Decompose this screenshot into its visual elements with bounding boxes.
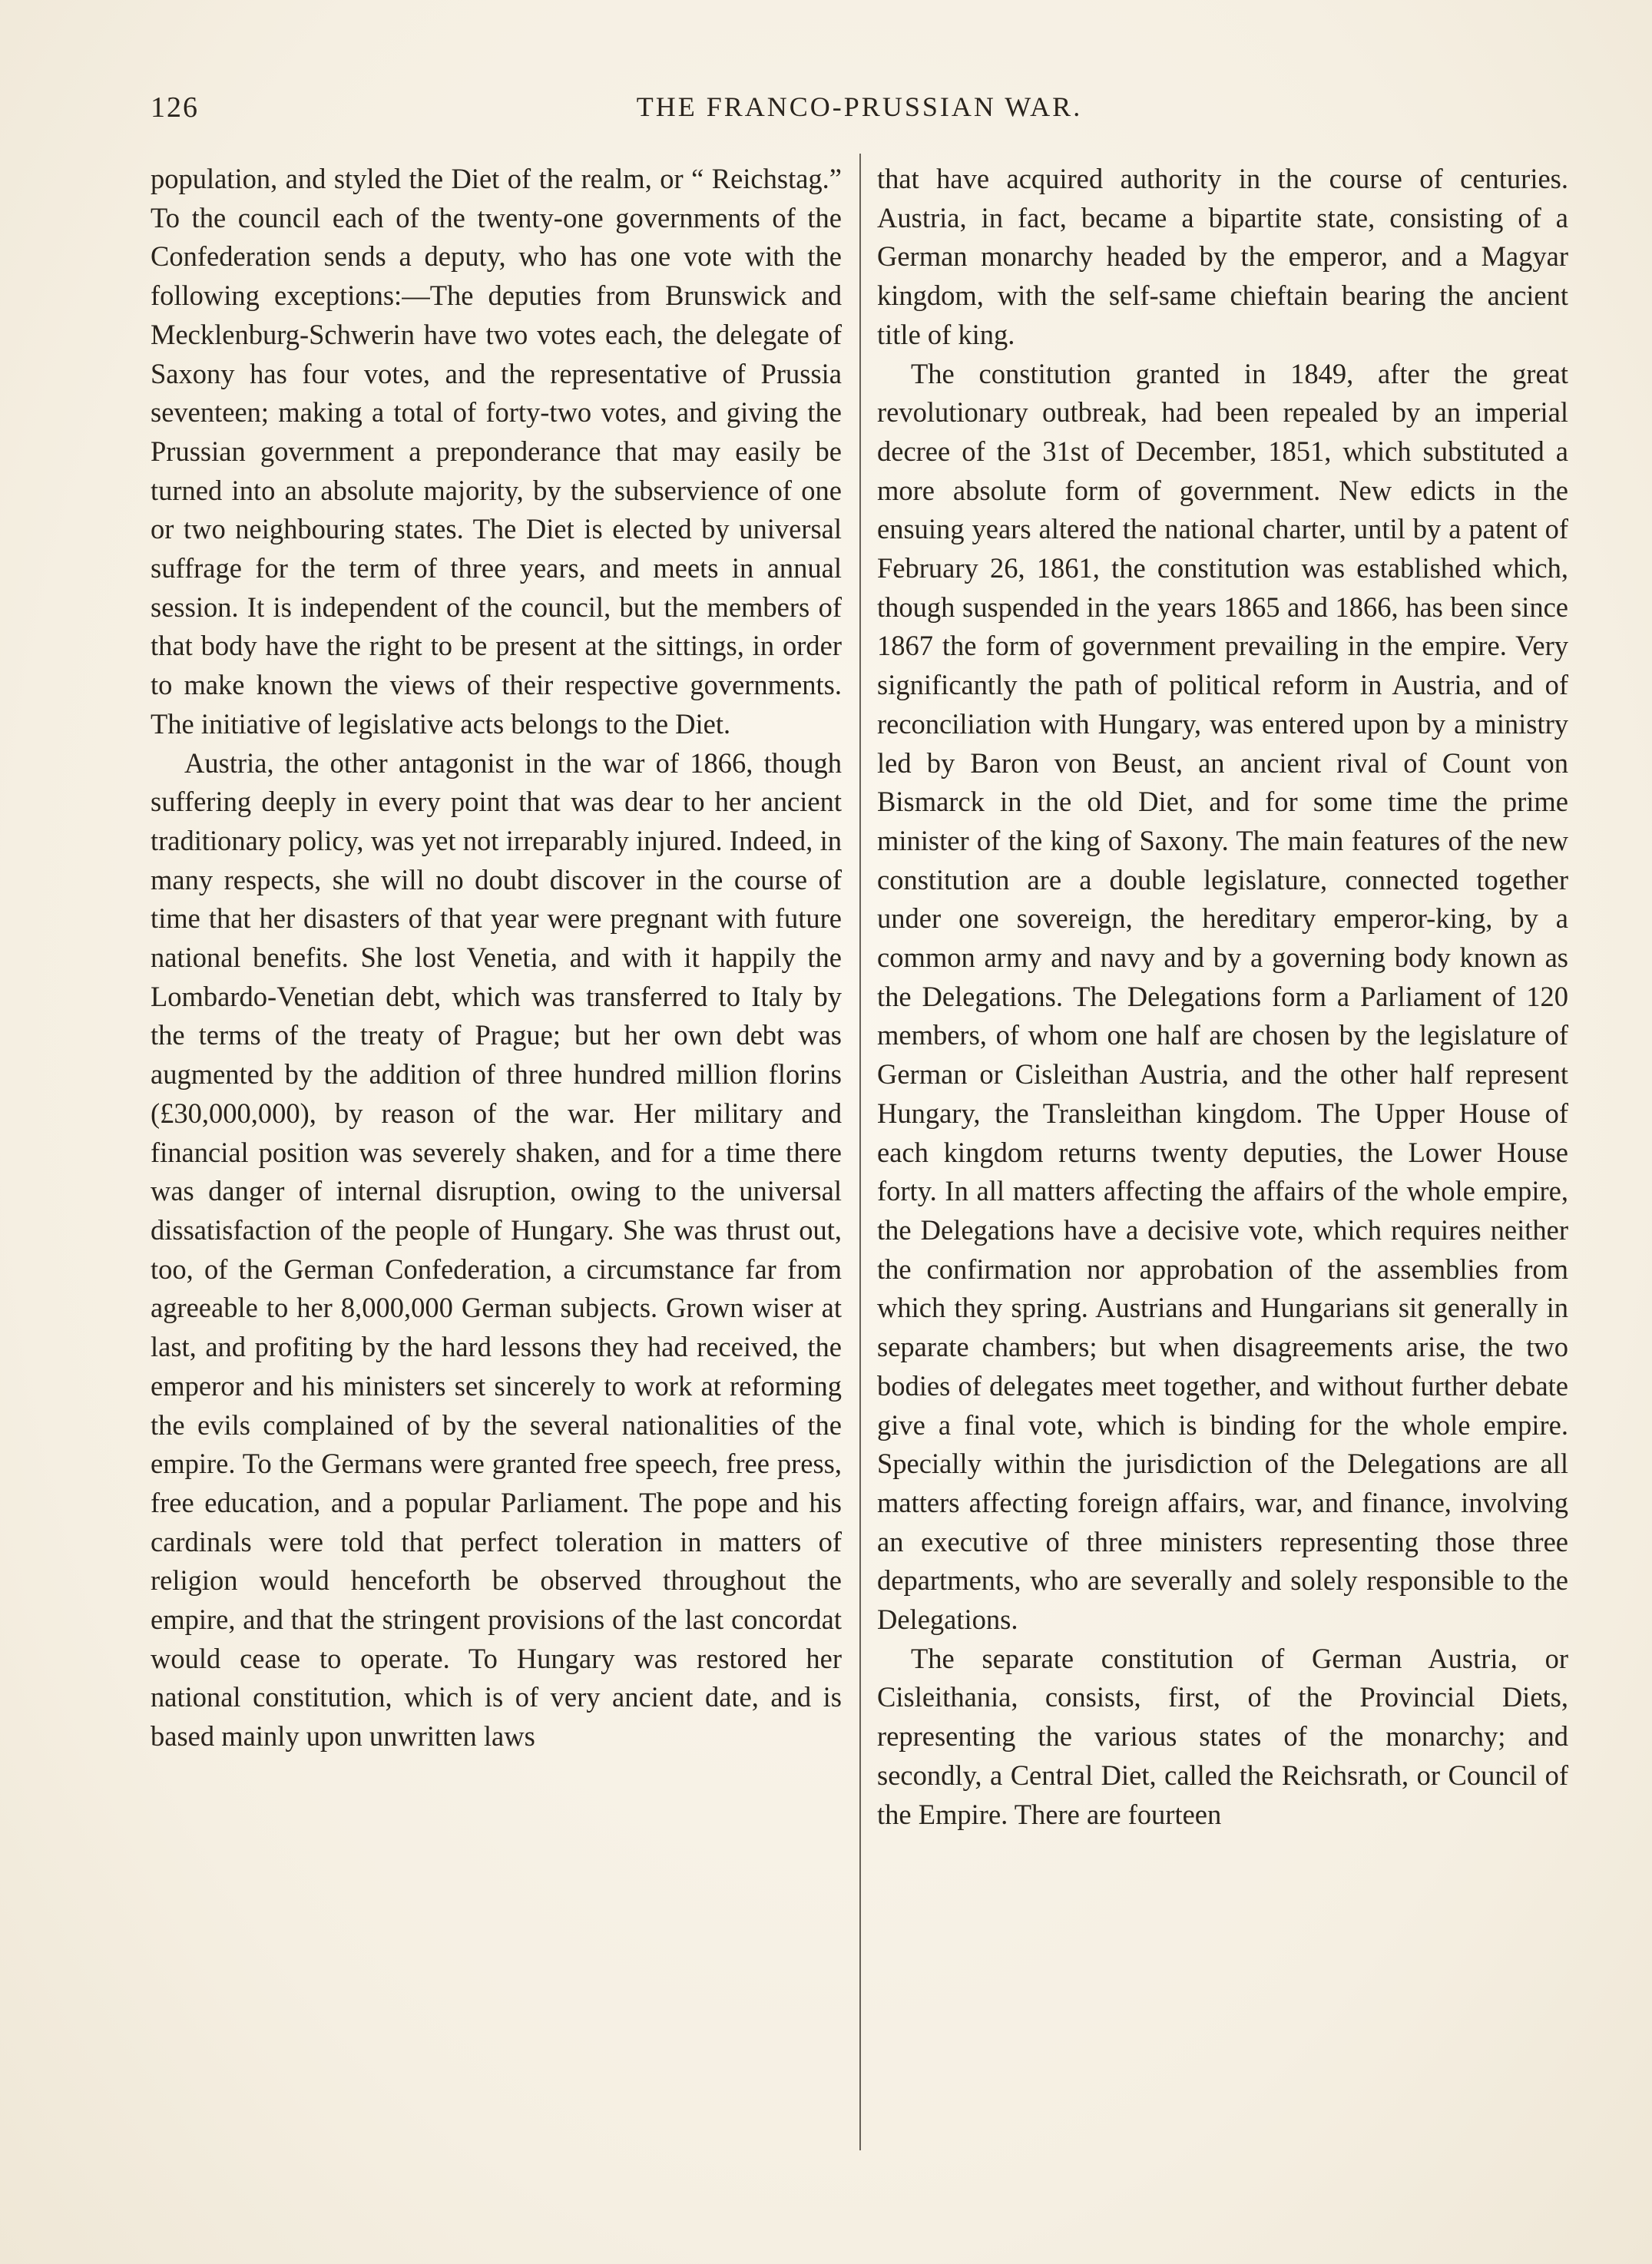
paragraph: that have acquired authority in the course of centuries. Austria, in fact, became a bipartite state, consisting of a German monarchy headed by the emperor, and a Magyar kingdom, with the self-same chieftain bearing the ancient title of king. [877, 163, 1568, 350]
paragraph: The constitution granted in 1849, after the great revolutionary outbreak, had been repealed by an imperial decree of the 31st of December, 1851, which substituted a more absolute form of government. New edicts in the ensuing years altered the national charter, until by a patent of February 26, 1861, the constitution was established which, though suspended in the years 1865 and 1866, has been since 1867 the form of government prevailing in the empire. Very significantly the path of political reform in Austria, and of reconciliation with Hungary, was entered upon by a ministry led by Baron von Beust, an ancient rival of Count von Bismarck in the old Diet, and for some time the prime minister of the king of Saxony. The main features of the new constitution are a double legislature, connected together under one sovereign, the hereditary emperor-king, by a common army and navy and by a governing body known as the Delegations. The Delegations form a Parliament of 120 members, of whom one half are chosen by the legislature of German or Cisleithan Austria, and the other half represent Hungary, the Transleithan kingdom. The Upper House of each kingdom returns twenty deputies, the Lower House forty. In all matters affecting the affairs of the whole empire, the Delegations have a decisive vote, which requires neither the confirmation nor approbation of the assemblies from which they spring. Austrians and Hungarians sit generally in separate chambers; but when disagreements arise, the two bodies of delegates meet together, and without further debate give a final vote, which is binding for the whole empire. Specially within the jurisdiction of the Delegations are all matters affecting foreign affairs, war, and finance, involving an executive of three ministers representing those three departments, who are severally and solely responsible to the Delegations. [877, 357, 1568, 1636]
paragraph: population, and styled the Diet of the realm, or “ Reichstag.” To the council each of the twenty-one governments of the Confederation sends a deputy, who has one vote with the following exceptions:—The deputies from Brunswick and Mecklenburg-Schwerin have two votes each, the delegate of Saxony has four votes, and the representative of Prussia seventeen; making a total of forty-two votes, and giving the Prussian government a preponderance that may easily be turned into an absolute majority, by the subservience of one or two neighbouring states. The Diet is elected by universal suffrage for the term of three years, and meets in annual session. It is independent of the council, but the members of that body have the right to be present at the sittings, in order to make known the views of their respective governments. The initiative of legislative acts belongs to the Diet. [151, 163, 842, 740]
right-column [877, 160, 1568, 1834]
paragraph: Austria, the other antagonist in the war of 1866, though suffering deeply in every point that was dear to her ancient traditionary policy, was yet not irreparably injured. Indeed, in many respects, she will no doubt discover in the course of time that her disasters of that year were pregnant with future national benefits. She lost Venetia, and with it happily the Lombardo-Venetian debt, which was transferred to Italy by the terms of the treaty of Prague; but her own debt was augmented by the addition of three hundred million florins (£30,000,000), by reason of the war. Her military and financial position was severely shaken, and for a time there was danger of internal disruption, owing to the universal dissatisfaction of the people of Hungary. She was thrust out, too, of the German Confederation, a circumstance far from agreeable to her 8,000,000 German subjects. Grown wiser at last, and profiting by the hard lessons they had received, the emperor and his ministers set sincerely to work at reforming the evils complained of by the several nationalities of the empire. To the Germans were granted free speech, free press, free education, and a popular Parliament. The pope and his cardinals were told that perfect toleration in matters of religion would henceforth be observed throughout the empire, and that the stringent provisions of the last concordat would cease to operate. To Hungary was restored her national constitution, which is of very ancient date, and is based mainly upon unwritten laws [151, 746, 842, 1753]
page-number: 126 [151, 91, 199, 124]
running-title: THE FRANCO-PRUSSIAN WAR. [636, 91, 1083, 122]
left-column [151, 160, 842, 1756]
page-header [151, 91, 1568, 137]
paragraph: The separate constitution of German Austria, or Cisleithania, consists, first, of the Provincial Diets, representing the various states of the monarchy; and secondly, a Central Diet, called the Reichsrath, or Council of the Empire. There are fourteen [877, 1642, 1568, 1830]
column-divider [859, 154, 861, 2150]
